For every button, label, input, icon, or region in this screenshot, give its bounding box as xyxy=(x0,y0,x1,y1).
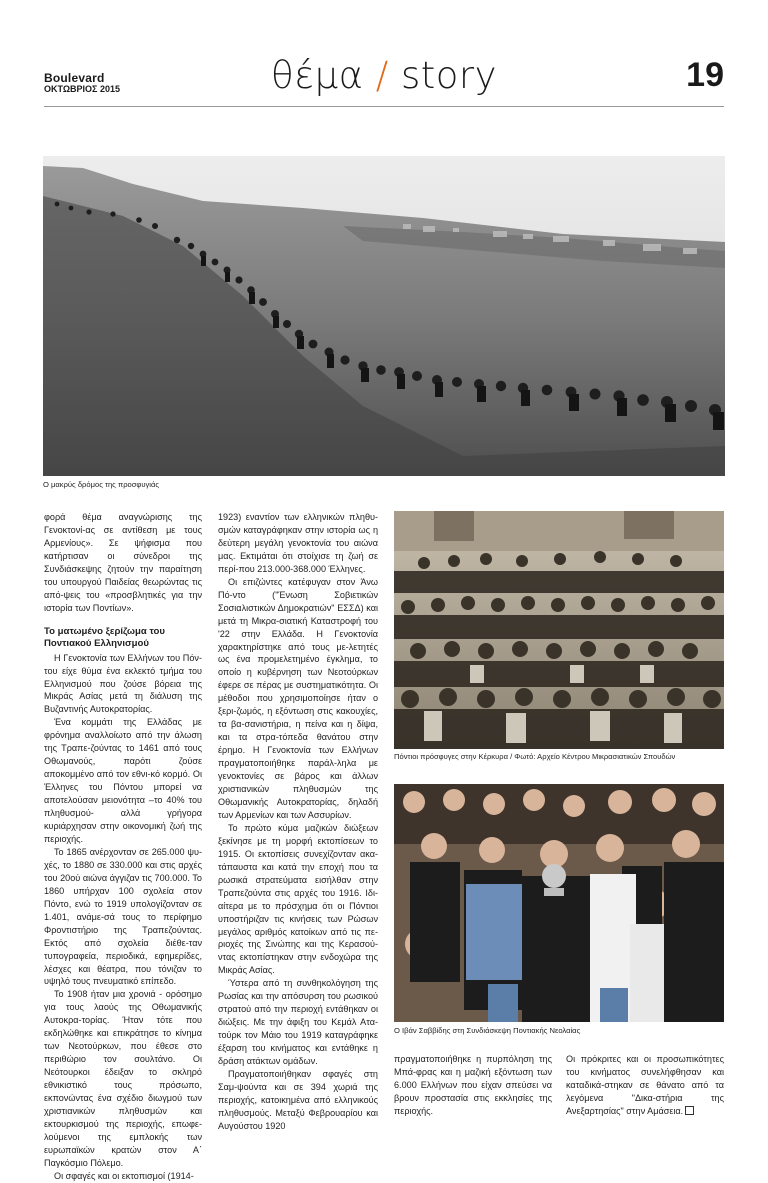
middle-photo-caption: Πόντιοι πρόσφυγες στην Κέρκυρα / Φωτό: Αρχείο Κέντρου Μικρασιατικών Σπουδών xyxy=(394,752,676,761)
paragraph: Πραγματοποιήθηκαν σφαγές στη Σαμ-ψούντα και σε 394 χωριά της περιοχής, κατοικημένα από ελληνικούς πληθυσμούς. Μεταξύ Φεβρουαρίου και Αυγούστου 1920 xyxy=(218,1068,378,1131)
end-of-article-icon xyxy=(685,1106,694,1115)
corfu-refugees-photo xyxy=(394,511,724,749)
paragraph-text: Οι πρόκριτες και οι προσωπικότητες του κινήματος συνελήφθησαν και καταδικά-στηκαν σε θάνατο από τα λεγόμενα "Δικα-στήρια της Ανεξαρτησίας" στην Αμάσεια. xyxy=(566,1054,724,1116)
paragraph: Το πρώτο κύμα μαζικών διώξεων ξεκίνησε με τη μορφή εκτοπίσεων το 1915. Οι εκτοπίσεις συνεχίζονταν ακα-τάπαυστα και κατά την εποχή που τα ρωσικά στρατεύματα εισήλθαν στην Τραπεζούντα στις αρχές του 1916. Ιδι-αίτερα με το πρόσχημα ότι οι Πόντιοι υποστήριζαν τις κινήσεις των Ρώσων μεγάλος αριθμός κατοίκων από τις πε-ριοχές της Σινώπης και της Κερασού-ντας εκτοπίστηκαν στην ενδοχώρα της Μικράς Ασίας. xyxy=(218,822,378,976)
paragraph: Οι επιζώντες κατέφυγαν στον Άνω Πό-ντο ("Ένωση Σοβιετικών Σοσιαλιστικών Δημοκρατιών" ΕΣΣΔ) και μετά τη Μικρα-σιατική Καταστροφή του '22 στην Ελλάδα. Η Γενοκτονία χαρακτηρίστηκε από τους με-λετητές ως ένα προμελετημένο έγκλημα, το οποίο η κυβέρνηση των Νεοτούρκων έφερε σε πέρας με συστηματικότητα. Οι μέθοδοι που χρησιμοποίησε ήταν ο ξερι-ζωμός, η εξόντωση στις κακουχίες, τα βα-σανιστήρια, η πείνα και η δίψα, και τα στρα-τόπεδα θανάτου στην έρημο. Η Γενοκτονία των Ελλήνων πραγματοποιήθηκε παράλ-ληλα με γενοκτονίες σε βάρος και άλλων χριστιανικών πληθυσμών της Οθωμανικής Αυτοκρατορίας, δηλαδή των Αρμενίων και των Ασσυρίων. xyxy=(218,576,378,820)
paragraph: 1923) εναντίον των ελληνικών πληθυ-σμών καταγράφηκαν στην ιστορία ως η δεύτερη μεγάλη γενοκτονία του αιώνα μας. Εκτιμάται ότι στοίχισε τη ζωή σε περί-που 213.000-368.000 Έλληνες. xyxy=(218,512,378,574)
paragraph xyxy=(566,1053,724,1118)
paragraph: Οι σφαγές και οι εκτοπισμοί (1914- xyxy=(54,1170,194,1181)
paragraph: Ένα κομμάτι της Ελλάδας με φρόνημα αναλλοίωτο από την άλωση της Τραπε-ζούντας το 1461 από τους Οθωμανούς, παρότι ζούσε αποκομμένο από τον εθνι-κό κορμό. Οι Έλληνες του Πόντου μπορεί να αποτελούσαν μειονότητα –το 40% του πληθυσμού- αλλά γρήγορα κυριάρχησαν στην οικονομική ζωή της περιοχής. xyxy=(44,717,202,844)
section-title-greek: θέμα xyxy=(270,54,364,97)
bottom-photo-caption: Ο Ιβάν Σαββίδης στη Συνδιάσκεψη Ποντιακής Νεολαίας xyxy=(394,1026,581,1035)
section-slash: / xyxy=(375,54,389,97)
page-number: 19 xyxy=(686,56,724,94)
paragraph: Το 1865 ανέρχονταν σε 265.000 ψυ-χές, το 1880 σε 330.000 και στις αρχές του 20ού αιώνα άγγιζαν τις 700.000. Το 1860 υπήρχαν 100 σχολεία στον Πόντο, ενώ το 1919 υπολογίζονταν σε 1.401, ανάμε-σά τους το περίφημο Φροντιστήριο της Τραπεζούντας. Εκτός από σχολεία διέθε-ταν τυπογραφεία, περιοδικά, εφημερίδες, λέσχες και θέατρα, που τόνιζαν το υψηλό τους πνευματικό επίπεδο. xyxy=(44,846,202,987)
paragraph: Η Γενοκτονία των Ελλήνων του Πόν-του είχε θύμα ένα εκλεκτό τμήμα του Ελληνισμού που ζούσε βόρεια της Μικράς Ασίας μετά τη διάλυση της Βυζαντινής Αυτοκρατορίας. xyxy=(44,652,202,715)
youth-conference-photo xyxy=(394,784,724,1022)
article-column-4 xyxy=(566,1053,724,1118)
article-column-3 xyxy=(394,1053,552,1118)
refugee-caravan-photo xyxy=(43,156,725,476)
header-rule xyxy=(44,106,724,107)
issue-date: ΟΚΤΩΒΡΙΟΣ 2015 xyxy=(44,84,120,94)
section-title-english: story xyxy=(401,54,498,97)
paragraph: πραγματοποιήθηκε η πυρπόληση της Μπά-φρας και η μαζική εξόντωση των 6.000 Ελλήνων που είχαν σπεύσει να βρουν προστασία στις εκκλησίες της περιοχής. xyxy=(394,1054,552,1116)
paragraph: Το 1908 ήταν μια χρονιά - ορόσημο για τους λαούς της Οθωμανικής Αυτοκρα-τορίας. Ήταν τότε που εκδηλώθηκε και επικράτησε το κίνημα των Νεοτούρκων, που έθεσε στο περιθώριο τον σουλτάνο. Οι Νεότουρκοι έδειξαν το σκληρό εθνικιστικό τους πρόσωπο, εκπονώντας ένα σχέδιο διωγμού των χριστιανικών πληθυσμών και εκτουρκισμού της περιοχής, επωφε-λούμενοι της εμπλοκής των ευρωπαϊκών κρατών στον Α΄ Παγκόσμιο Πόλεμο. xyxy=(44,989,202,1168)
top-photo-caption: Ο μακρύς δρόμος της προσφυγιάς xyxy=(43,480,160,489)
section-title xyxy=(0,54,768,97)
paragraph: Ύστερα από τη συνθηκολόγηση της Ρωσίας και την απόσυρση του ρωσικού στρατού από την περιοχή εντάθηκαν οι διώξεις. Με την άφιξη του Κεμάλ Ατα-τούρκ τον Μάιο του 1919 καταγράφηκε έξαρση του κινήματος και εντάθηκε η δράση ατάκτων ομάδων. xyxy=(218,978,378,1067)
paragraph: φορά θέμα αναγνώρισης της Γενοκτονί-ας σε αντίθεση με τους Αρμενίους». Σε ψήφισμα που κατήρτισαν οι σύνεδροι της Συνδιάσκεψης ζητούν την παραίτηση του υπουργού Παιδείας θεωρώντας τις από-ψεις του «προσβλητικές για την ιστορία των Ποντίων». xyxy=(44,512,202,613)
article-column-2 xyxy=(218,511,378,1133)
subheading: Το ματωμένο ξερίζωμα του Ποντιακού Ελληνισμού xyxy=(44,625,165,650)
brand-name: Boulevard xyxy=(44,71,105,85)
article-column-1 xyxy=(44,511,202,1183)
